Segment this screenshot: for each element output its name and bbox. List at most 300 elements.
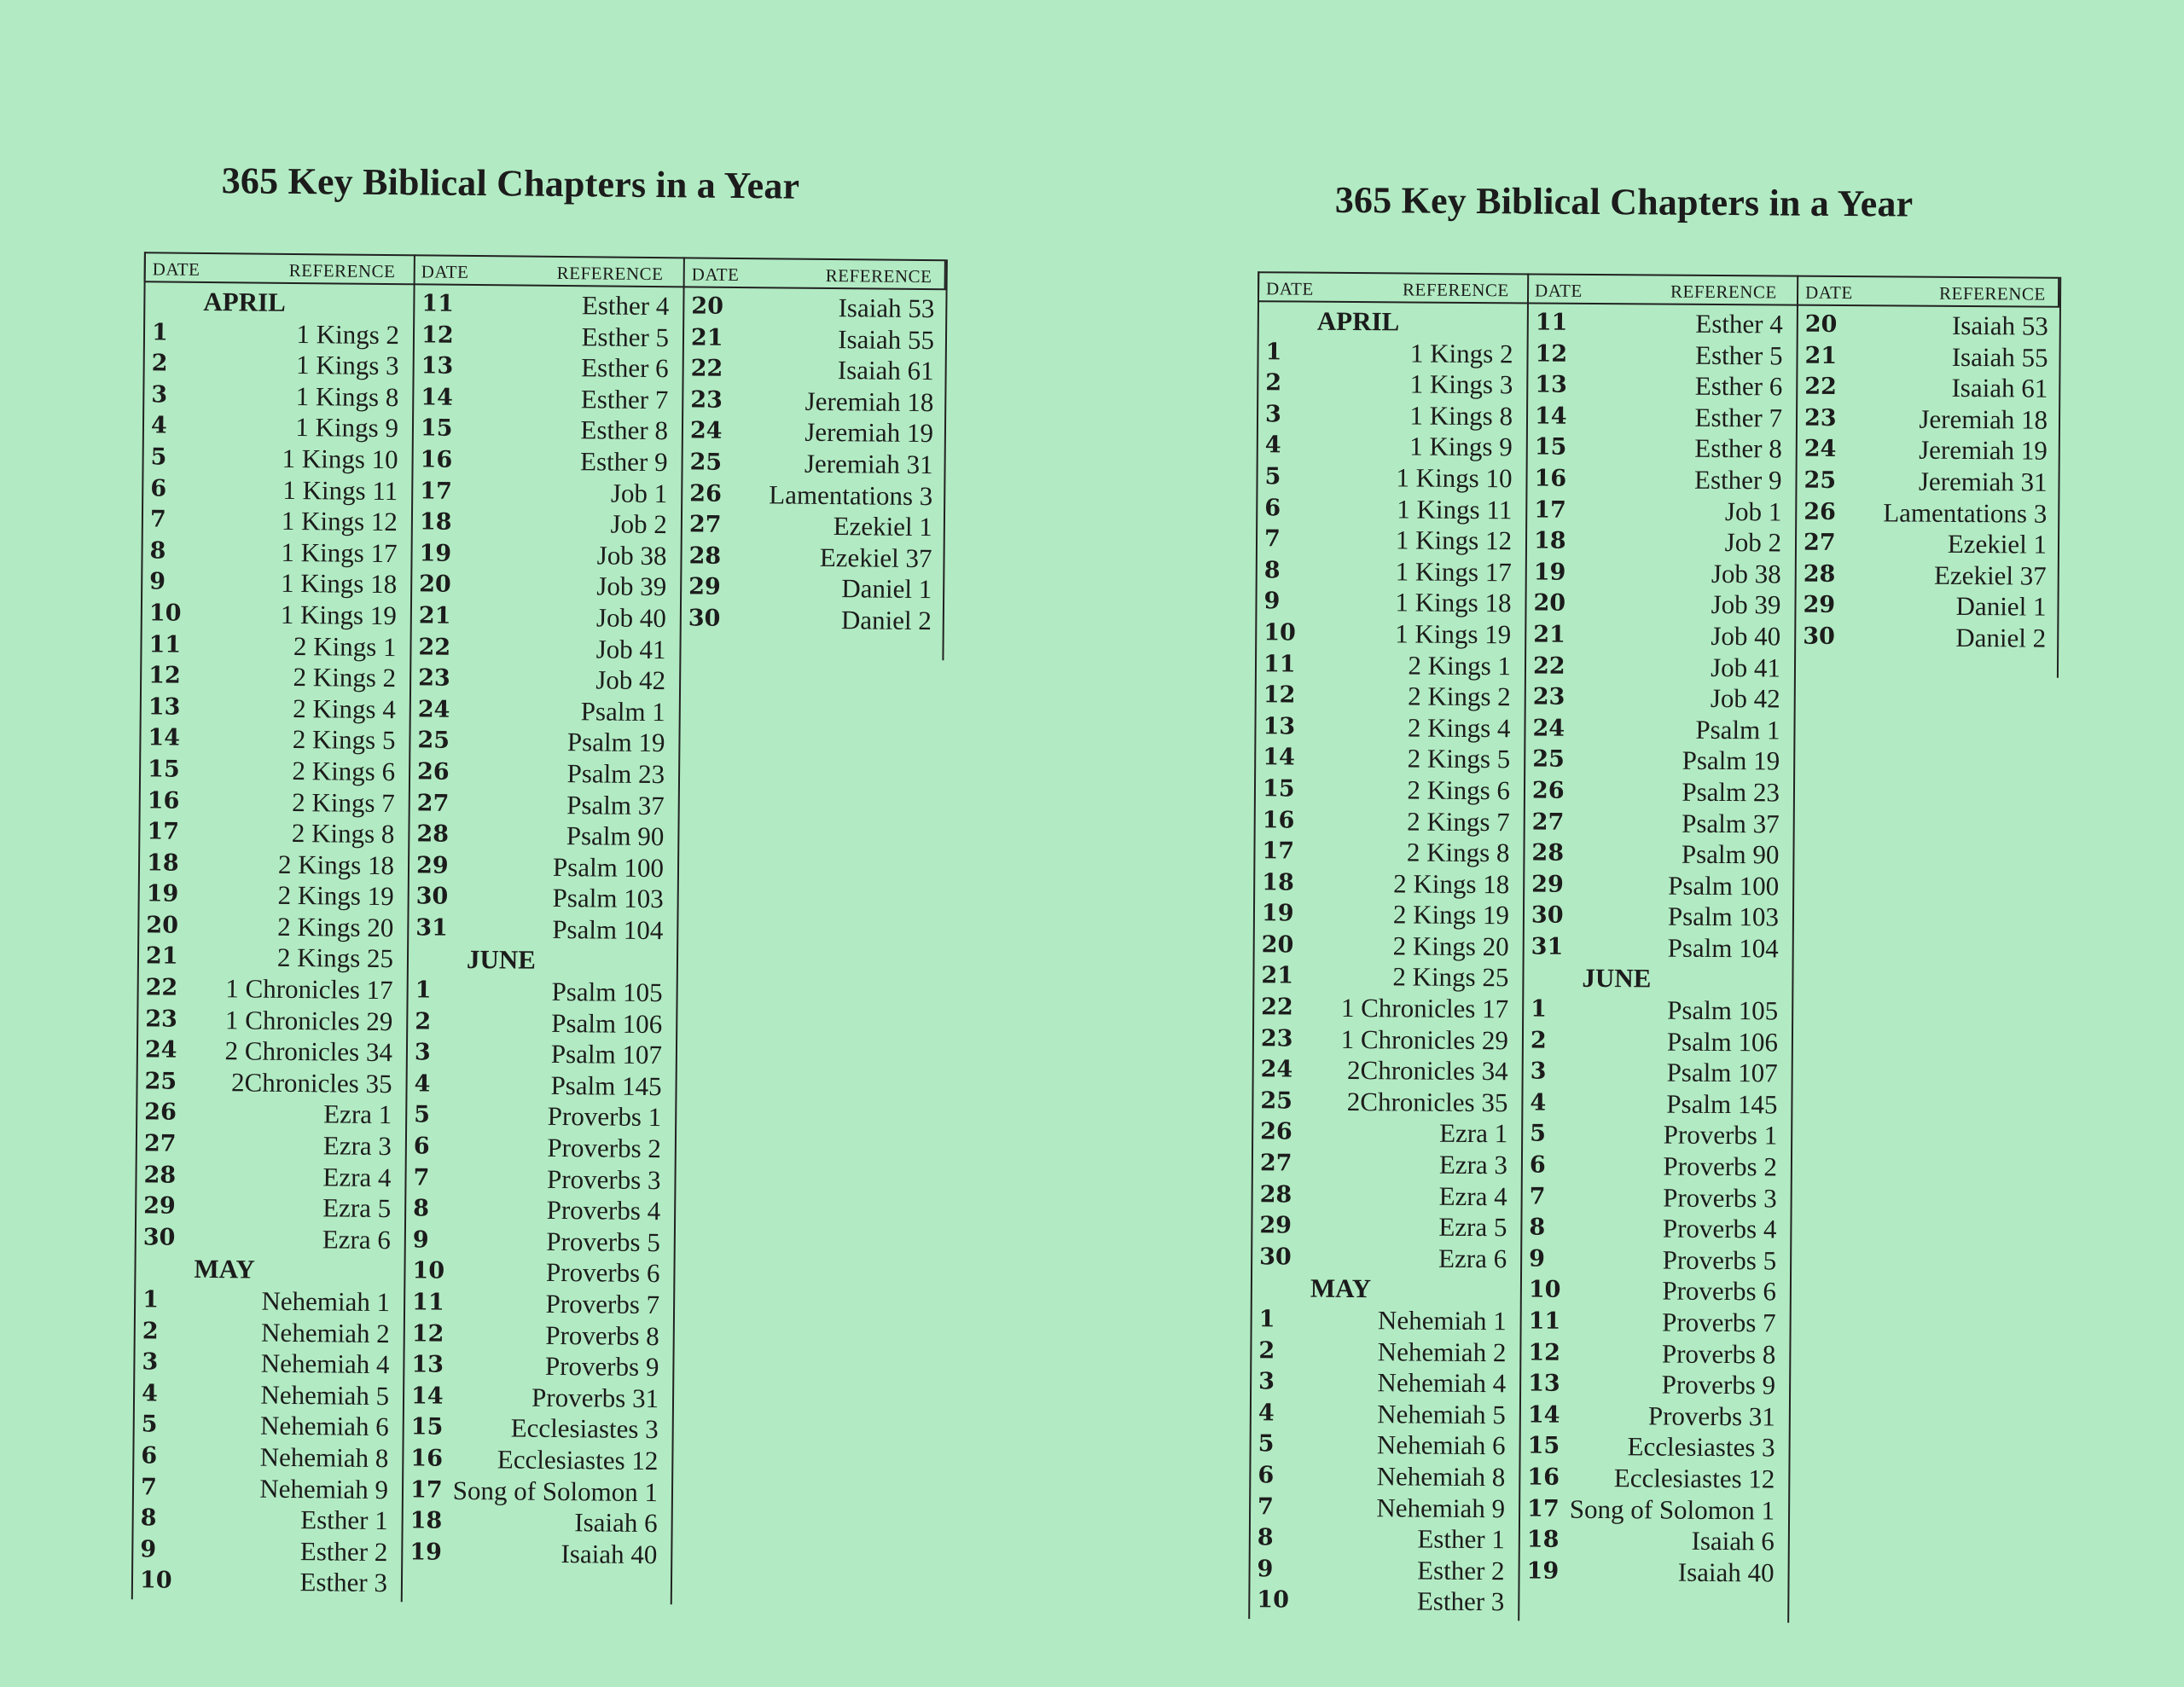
reading-row [1528, 1337, 1775, 1371]
day-number: 3 [414, 1039, 431, 1066]
reading-row [1527, 1493, 1774, 1527]
day-number: 4 [141, 1380, 159, 1407]
reading-row [1263, 649, 1511, 682]
day-number: 20 [1804, 310, 1838, 338]
chapter-reference: Nehemiah 9 [1376, 1492, 1506, 1523]
day-number: 14 [421, 384, 454, 411]
day-number: 24 [417, 696, 450, 723]
day-number: 9 [1257, 1555, 1274, 1583]
chapter-reference: Proverbs 7 [1662, 1307, 1776, 1338]
day-number: 16 [1534, 465, 1567, 492]
chapter-reference: 2 Kings 7 [1407, 805, 1510, 837]
day-number: 30 [142, 1224, 176, 1251]
day-number: 8 [1257, 1524, 1274, 1551]
reading-row [140, 1566, 387, 1599]
day-number: 17 [1262, 838, 1295, 865]
chapter-reference: Job 1 [610, 478, 668, 508]
reading-row [1804, 528, 2047, 561]
day-number: 25 [1804, 467, 1837, 494]
reading-row [1535, 370, 1782, 403]
reading-row [1259, 1304, 1507, 1337]
reading-row [1257, 1586, 1504, 1619]
chapter-reference: Isaiah 61 [1951, 373, 2048, 403]
chapter-reference: 2 Kings 18 [1393, 868, 1510, 899]
reading-row [1532, 745, 1780, 778]
chapter-reference: Nehemiah 6 [259, 1411, 389, 1442]
day-number: 3 [1264, 401, 1281, 428]
chapter-reference: Ezra 4 [1438, 1180, 1507, 1211]
chapter-reference: Nehemiah 4 [1377, 1367, 1507, 1399]
reading-row [1259, 1210, 1507, 1244]
reading-row [416, 850, 664, 884]
chapter-reference: Nehemiah 2 [260, 1317, 390, 1348]
month-heading: JUNE [1582, 963, 1652, 994]
reading-row [1534, 463, 1781, 496]
chapter-reference: 1 Kings 12 [1395, 525, 1513, 556]
chapter-reference: 2 Kings 7 [292, 786, 395, 818]
chapter-reference: Ezra 1 [1439, 1118, 1508, 1149]
chapter-reference: 2 Kings 20 [277, 911, 394, 943]
reading-row [1262, 836, 1509, 869]
reading-row [412, 1256, 659, 1290]
chapter-reference: Esther 8 [580, 415, 669, 446]
day-number: 14 [410, 1383, 444, 1410]
day-number: 13 [421, 352, 454, 380]
chapter-reference: Jeremiah 31 [1918, 466, 2048, 497]
reading-row [1804, 434, 2048, 467]
chapter-reference: Nehemiah 2 [1377, 1336, 1507, 1367]
chapter-reference: Proverbs 31 [531, 1382, 659, 1413]
chapter-reference: Proverbs 7 [545, 1288, 660, 1320]
header-date: DATE [421, 261, 469, 282]
chapter-reference: 2Chronicles 35 [1346, 1086, 1508, 1118]
chapter-reference: Daniel 1 [1955, 591, 2047, 623]
reading-row [416, 882, 664, 915]
header-reference: REFERENCE [825, 264, 932, 287]
day-number: 14 [1527, 1401, 1560, 1429]
day-number: 2 [415, 1008, 432, 1035]
chapter-reference: Job 41 [1711, 652, 1781, 683]
reading-row [1531, 994, 1778, 1028]
day-number: 23 [1260, 1024, 1293, 1052]
header-reference: REFERENCE [1403, 279, 1509, 301]
chapter-reference: Psalm 107 [550, 1039, 663, 1070]
chapter-reference: Psalm 100 [1668, 870, 1780, 901]
day-number: 26 [416, 758, 450, 786]
reading-row [1532, 807, 1780, 840]
day-number: 19 [410, 1539, 443, 1566]
chapter-reference: Isaiah 55 [838, 323, 935, 355]
chapter-reference: Psalm 105 [551, 976, 663, 1008]
reading-row [1260, 1117, 1507, 1151]
chapter-reference: Proverbs 9 [1661, 1369, 1776, 1400]
chapter-reference: Psalm 23 [1682, 776, 1780, 808]
day-number: 11 [1528, 1307, 1561, 1335]
reading-row [140, 1534, 387, 1568]
chapter-reference: Jeremiah 18 [1919, 403, 2048, 435]
reading-row [1531, 931, 1779, 965]
reading-row [148, 692, 396, 725]
reading-row [145, 1004, 392, 1037]
chapter-reference: Daniel 2 [1955, 622, 2047, 653]
reading-row [1258, 1460, 1505, 1493]
day-number: 10 [412, 1257, 445, 1285]
chapter-reference: Ecclesiastes 3 [1627, 1431, 1775, 1463]
day-number: 7 [149, 506, 166, 533]
chapter-reference: 2 Kings 18 [277, 849, 395, 880]
day-number: 27 [688, 511, 722, 538]
chapter-reference: 1 Kings 10 [282, 443, 398, 475]
reading-row [148, 754, 395, 787]
day-number: 17 [147, 818, 180, 845]
reading-row [689, 478, 932, 512]
day-number: 17 [420, 477, 452, 505]
chapter-reference: Ezra 6 [322, 1224, 392, 1255]
chapter-reference: Job 39 [596, 571, 667, 602]
chapter-reference: 1 Kings 11 [1397, 493, 1513, 525]
chapter-reference: 2 Kings 4 [293, 693, 396, 724]
reading-row [1260, 1086, 1507, 1119]
reading-row [1261, 961, 1508, 994]
reading-row [1262, 867, 1509, 901]
reading-row [1265, 368, 1513, 401]
month-heading: MAY [1310, 1273, 1372, 1304]
day-number: 31 [1531, 933, 1564, 960]
reading-row [152, 317, 399, 351]
reading-row [143, 1222, 391, 1255]
reading-row [1533, 682, 1780, 716]
day-number: 20 [419, 571, 451, 599]
day-number: 26 [1804, 498, 1836, 525]
reading-row [1258, 1366, 1506, 1400]
day-number: 21 [1804, 342, 1838, 369]
chapter-reference: 2 Kings 5 [1407, 743, 1511, 774]
day-number: 27 [416, 789, 450, 817]
day-number: 4 [414, 1070, 431, 1098]
reading-row [412, 1319, 659, 1352]
reading-row [1804, 496, 2047, 530]
reading-row [145, 1035, 392, 1069]
chapter-reference: Job 38 [596, 540, 667, 571]
day-number: 21 [145, 942, 178, 971]
day-number: 30 [1259, 1244, 1292, 1271]
day-number: 7 [413, 1163, 430, 1191]
reading-row [1261, 1023, 1508, 1057]
chapter-reference: Esther 7 [580, 383, 669, 415]
reading-row [149, 536, 397, 569]
reading-row [419, 600, 666, 634]
reading-row [1533, 588, 1780, 622]
day-number: 6 [150, 474, 167, 502]
day-number: 20 [1533, 589, 1566, 617]
reading-row [1258, 1398, 1506, 1431]
reading-row [1264, 524, 1512, 557]
reading-row [421, 351, 668, 385]
reading-row [1534, 495, 1781, 528]
reading-row [145, 972, 392, 1006]
chapter-reference: Isaiah 53 [838, 293, 935, 324]
day-number: 8 [1263, 557, 1281, 584]
reading-row [411, 1350, 659, 1383]
reading-row [150, 442, 398, 475]
chapter-reference: Ezra 5 [322, 1192, 392, 1224]
reading-row [1530, 1119, 1777, 1152]
day-number: 18 [419, 508, 452, 536]
column-divider [942, 259, 948, 660]
chapter-reference: 2 Kings 20 [1392, 930, 1509, 962]
day-number: 29 [143, 1192, 176, 1220]
day-number: 2 [151, 350, 168, 377]
chapter-reference: Daniel 1 [841, 573, 932, 605]
day-number: 18 [410, 1507, 443, 1534]
day-number: 29 [415, 852, 449, 879]
reading-row [420, 507, 667, 541]
table-column-3 [688, 291, 935, 636]
reading-row [1805, 310, 2048, 343]
day-number: 25 [1532, 745, 1565, 774]
header-date: DATE [1804, 281, 1853, 304]
chapter-reference: 1 Kings 3 [1409, 368, 1513, 400]
chapter-reference: Ezra 3 [1438, 1149, 1508, 1180]
reading-row [1263, 617, 1511, 651]
day-number: 3 [1258, 1368, 1275, 1395]
column-divider [2057, 277, 2061, 678]
day-number: 3 [151, 381, 168, 409]
chapter-reference: Psalm 104 [1667, 932, 1779, 964]
chapter-reference: Ecclesiastes 12 [1613, 1463, 1775, 1494]
day-number: 16 [1527, 1464, 1560, 1491]
reading-row [416, 819, 664, 852]
day-number: 18 [1262, 868, 1294, 896]
day-number: 20 [1261, 931, 1294, 959]
day-number: 26 [689, 479, 722, 507]
chapter-reference: 1 Chronicles 17 [225, 973, 393, 1006]
day-number: 30 [1531, 901, 1564, 930]
reading-row [142, 1378, 389, 1412]
day-number: 8 [140, 1504, 157, 1532]
day-number: 15 [147, 756, 180, 783]
chapter-reference: Ezra 4 [322, 1161, 392, 1192]
day-number: 5 [1264, 463, 1281, 490]
chapter-reference: Nehemiah 1 [1377, 1305, 1507, 1336]
reading-row [1531, 901, 1779, 934]
day-number: 6 [141, 1442, 158, 1470]
reading-row [419, 538, 666, 571]
chapter-reference: Jeremiah 18 [804, 386, 934, 417]
day-number: 23 [690, 386, 723, 414]
reading-row [1803, 622, 2046, 655]
reading-row [421, 414, 668, 447]
day-number: 19 [146, 880, 179, 907]
reading-row [1526, 1556, 1774, 1589]
reading-row [1258, 1429, 1505, 1463]
chapter-reference: Psalm 19 [566, 727, 665, 758]
reading-row [689, 510, 932, 543]
day-number: 26 [1531, 777, 1565, 804]
chapter-reference: Psalm 105 [1667, 994, 1779, 1026]
chapter-reference: Song of Solomon 1 [452, 1475, 659, 1507]
chapter-reference: Isaiah 6 [574, 1507, 658, 1539]
day-number: 27 [1531, 808, 1565, 836]
reading-row [421, 382, 668, 415]
reading-row [414, 1100, 661, 1133]
chapter-reference: Proverbs 6 [545, 1257, 660, 1289]
day-number: 12 [1535, 340, 1568, 368]
reading-row [690, 385, 933, 418]
chapter-reference: Proverbs 5 [1662, 1244, 1777, 1276]
day-number: 21 [418, 602, 451, 629]
day-number: 13 [1535, 371, 1567, 398]
day-number: 22 [1804, 373, 1837, 401]
chapter-reference: Psalm 100 [552, 851, 665, 883]
chapter-reference: Isaiah 40 [561, 1538, 658, 1569]
day-number: 28 [688, 542, 722, 570]
day-number: 2 [1265, 369, 1282, 397]
reading-row [1263, 774, 1510, 807]
chapter-reference: 1 Kings 18 [1395, 587, 1512, 618]
chapter-reference: Psalm 145 [1666, 1088, 1778, 1120]
day-number: 10 [139, 1567, 172, 1595]
reading-row [141, 1472, 388, 1505]
chapter-reference: Nehemiah 8 [1376, 1461, 1506, 1493]
day-number: 11 [1263, 650, 1296, 678]
reading-row [415, 1038, 662, 1071]
chapter-reference: Proverbs 31 [1647, 1400, 1775, 1432]
day-number: 9 [1263, 588, 1281, 615]
day-number: 1 [1265, 338, 1282, 365]
chapter-reference: 2 Kings 5 [292, 724, 396, 756]
reading-row [418, 694, 665, 728]
reading-row [142, 1410, 389, 1443]
day-number: 2 [1530, 1027, 1547, 1054]
reading-row [141, 1441, 388, 1474]
chapter-reference: 1 Chronicles 29 [1340, 1023, 1509, 1055]
reading-row [688, 603, 932, 636]
day-number: 13 [148, 693, 181, 721]
chapter-reference: Esther 1 [1417, 1523, 1505, 1555]
chapter-reference: Proverbs 1 [547, 1101, 662, 1133]
reading-row [1528, 1369, 1775, 1402]
chapter-reference: Ezra 6 [1438, 1243, 1507, 1274]
reading-row [1804, 372, 2048, 405]
day-number: 5 [141, 1411, 158, 1438]
day-number: 28 [1259, 1180, 1292, 1209]
reading-row [1529, 1306, 1776, 1339]
day-number: 7 [1258, 1493, 1275, 1520]
reading-row [410, 1537, 657, 1570]
day-number: 7 [1529, 1183, 1546, 1210]
reading-row [1529, 1213, 1776, 1246]
chapter-reference: Psalm 19 [1682, 745, 1780, 776]
chapter-reference: Job 40 [595, 602, 667, 634]
day-number: 21 [1261, 962, 1294, 989]
chapter-reference: 2 Kings 8 [1406, 837, 1510, 868]
reading-row [1261, 992, 1508, 1025]
chapter-reference: Ezekiel 1 [1947, 529, 2048, 559]
day-number: 5 [150, 443, 167, 471]
chapter-reference: 2 Kings 8 [291, 818, 395, 849]
chapter-reference: 2 Kings 25 [1392, 961, 1509, 993]
day-number: 14 [1534, 403, 1567, 430]
reading-row [1265, 399, 1513, 432]
chapter-reference: Nehemiah 4 [260, 1348, 390, 1380]
day-number: 4 [150, 412, 167, 439]
day-number: 19 [419, 540, 452, 567]
reading-row [151, 380, 398, 413]
chapter-reference: 1 Chronicles 17 [1340, 992, 1509, 1024]
chapter-reference: 2Chronicles 35 [230, 1067, 392, 1099]
reading-row [1530, 1087, 1777, 1121]
reading-row [146, 942, 393, 975]
day-number: 12 [421, 322, 454, 349]
reading-row [410, 1475, 658, 1508]
chapter-reference: Daniel 2 [840, 605, 932, 636]
reading-row [1532, 713, 1780, 746]
day-number: 7 [1263, 525, 1281, 553]
day-number: 6 [1264, 494, 1281, 521]
reading-row [415, 913, 663, 946]
reading-row [147, 879, 394, 913]
reading-row [1530, 1150, 1777, 1183]
day-number: 30 [415, 883, 449, 911]
day-number: 5 [1530, 1120, 1547, 1148]
chapter-reference: 1 Kings 8 [1409, 400, 1513, 432]
chapter-reference: Esther 2 [299, 1535, 388, 1567]
reading-row [1258, 1336, 1506, 1369]
chapter-reference: 2 Kings 2 [293, 662, 397, 693]
chapter-reference: Ezra 3 [322, 1130, 392, 1162]
chapter-reference: Ecclesiastes 12 [497, 1444, 659, 1476]
chapter-reference: Nehemiah 5 [260, 1379, 390, 1411]
day-number: 1 [151, 318, 168, 346]
chapter-reference: 2 Kings 6 [1407, 774, 1511, 806]
reading-row [150, 473, 398, 507]
chapter-reference: Esther 5 [1694, 339, 1783, 371]
chapter-reference: Lamentations 3 [1883, 496, 2048, 529]
day-number: 4 [1530, 1089, 1547, 1116]
chapter-reference: Psalm 104 [552, 913, 664, 946]
day-number: 22 [1261, 994, 1293, 1021]
reading-row [421, 288, 669, 322]
chapter-reference: Proverbs 8 [545, 1319, 659, 1351]
reading-row [1531, 838, 1779, 872]
reading-row [1265, 431, 1513, 464]
reading-row [1257, 1554, 1504, 1587]
reading-row [1263, 587, 1511, 620]
day-number: 15 [1527, 1432, 1560, 1460]
header-date: DATE [152, 258, 200, 280]
reading-row [690, 354, 933, 387]
reading-row [146, 910, 393, 943]
chapter-reference: Job 2 [1724, 527, 1782, 558]
reading-row [1535, 432, 1782, 466]
reading-row [1530, 1181, 1777, 1215]
reading-row [420, 444, 667, 478]
reading-row [1260, 1148, 1507, 1181]
day-number: 30 [1803, 623, 1835, 650]
chapter-reference: Nehemiah 8 [259, 1441, 389, 1474]
reading-row [417, 757, 665, 790]
day-number: 11 [148, 630, 182, 658]
day-number: 11 [1535, 309, 1568, 336]
reading-row [690, 416, 933, 449]
day-number: 12 [1263, 681, 1296, 709]
chapter-reference: Proverbs 9 [544, 1351, 659, 1383]
reading-row [1263, 805, 1510, 838]
reading-row [1264, 493, 1512, 526]
reading-row [414, 1131, 661, 1164]
reading-row [689, 447, 932, 480]
